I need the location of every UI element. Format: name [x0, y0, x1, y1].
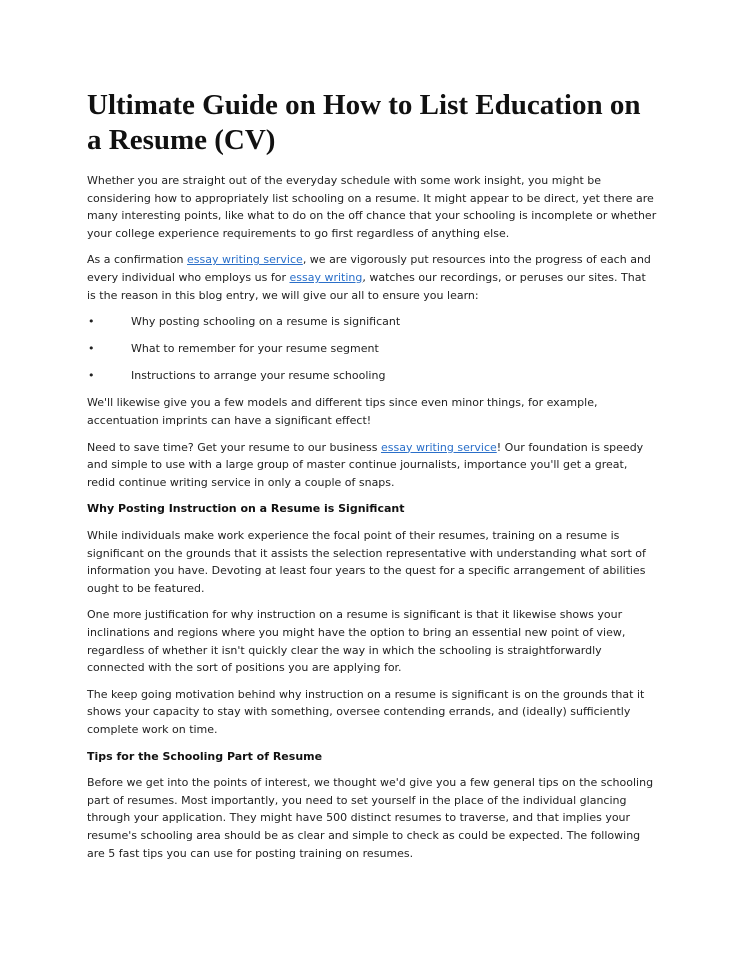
bullet-icon: •	[88, 342, 95, 356]
document-body	[87, 88, 657, 871]
significance-paragraph-2: One more justification for why instruction on a resume is significant is that it likewise shows your inclinations and regions where you might have the option to bring an essential new point of view, regardless of whether it isn't quickly clear the way in which the schooling is straightforwardly connected with the sort of positions you are applying for.	[87, 608, 626, 675]
save-time-paragraph	[87, 439, 657, 492]
bullet-icon: •	[88, 315, 95, 329]
save-time-text-1: Need to save time? Get your resume to our business	[87, 440, 381, 454]
intro-paragraph: Whether you are straight out of the everyday schedule with some work insight, you might be considering how to appropriately list schooling on a resume. It might appear to be direct, yet there are many interesting points, like what to do on the off chance that your schooling is incomplete or whether your college experience requirements to go first regardless of anything else.	[87, 174, 657, 240]
tips-paragraph: Before we get into the points of interest, we thought we'd give you a few general tips on the schooling part of resumes. Most importantly, you need to set yourself in the place of the individual glancing through your application. They might have 500 distinct resumes to traverse, and that implies your resume's schooling area should be as clear and simple to check as could be expected. The following are 5 fast tips you can use for posting training on resumes.	[87, 776, 654, 860]
significance-paragraph-1: While individuals make work experience the focal point of their resumes, training on a resume is significant on the grounds that it assists the selection representative with understanding what sort of information you have. Devoting at least four years to the quest for a specific arrangement of abilities ought to be featured.	[87, 529, 646, 595]
essay-writing-link[interactable]: essay writing	[289, 270, 363, 284]
section-heading-significance: Why Posting Instruction on a Resume is Significant	[87, 502, 405, 516]
section-heading-tips: Tips for the Schooling Part of Resume	[87, 749, 323, 763]
significance-paragraph-3: The keep going motivation behind why instruction on a resume is significant is on the grounds that it shows your capacity to stay with something, oversee contending errands, and (ideally) sufficiently complete work on time.	[87, 687, 645, 736]
confirmation-text-3: , watches our recordings, or peruses our sites. That is the reason in this blog entry, we will give our all to ensure you learn:	[87, 270, 646, 302]
list-item-text: Why posting schooling on a resume is significant	[131, 315, 401, 329]
page-title: Ultimate Guide on How to List Education on a Resume (CV)	[87, 89, 641, 156]
list-item	[87, 367, 657, 385]
tips-intro-paragraph: We'll likewise give you a few models and different tips since even minor things, for example, accentuation imprints can have a significant effect!	[87, 396, 598, 428]
list-item-text: Instructions to arrange your resume schooling	[131, 369, 386, 383]
bullet-icon: •	[88, 369, 95, 383]
confirmation-paragraph	[87, 251, 657, 304]
list-item	[87, 340, 657, 358]
list-item-text: What to remember for your resume segment	[131, 342, 379, 356]
business-essay-writing-service-link[interactable]: essay writing service	[380, 440, 497, 454]
save-time-text-2: ! Our foundation is speedy and simple to use with a large group of master continue journalists, importance you'll get a great, redid continue writing service in only a couple of snaps.	[87, 440, 644, 489]
confirmation-text-2: , we are vigorously put resources into the progress of each and every individual who employs us for	[87, 253, 651, 284]
confirmation-text-1: As a confirmation	[87, 253, 188, 267]
learn-bullet-list	[87, 313, 657, 385]
list-item	[87, 313, 657, 331]
essay-writing-service-link[interactable]: essay writing service	[187, 253, 303, 267]
